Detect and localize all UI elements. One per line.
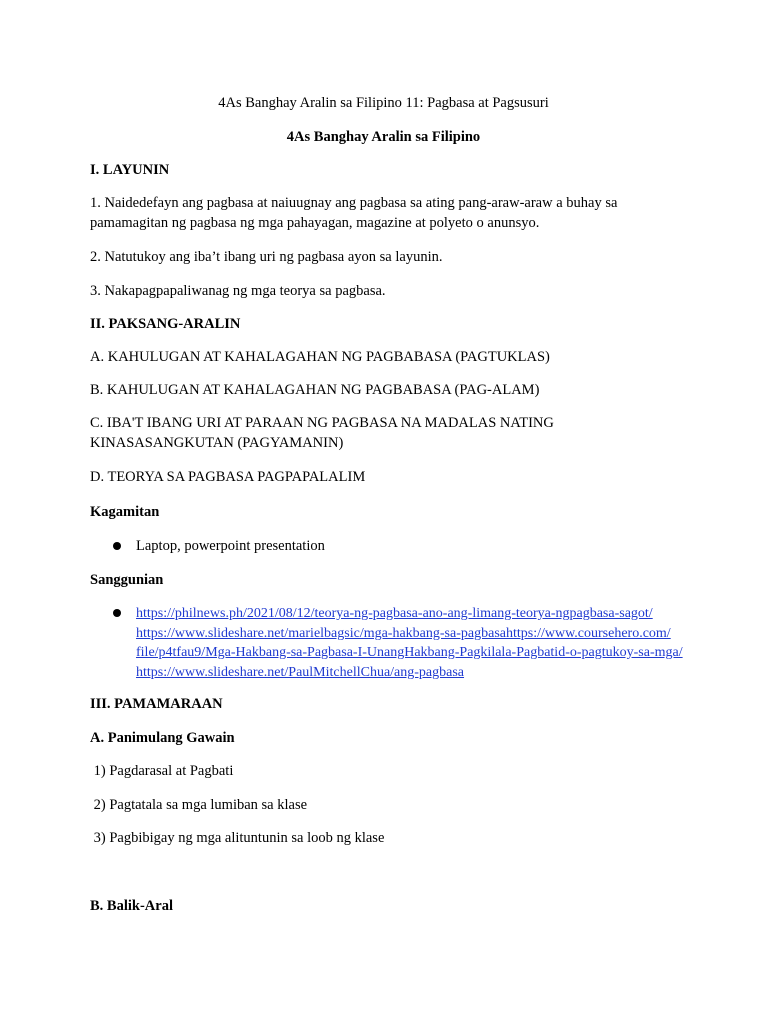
paksang-aralin-item-a: A. KAHULUGAN AT KAHALAGAHAN NG PAGBABASA (PAGTUKLAS)	[90, 349, 550, 365]
kagamitan-item: Laptop, powerpoint presentation	[136, 538, 325, 554]
paksang-aralin-item-d: D. TEORYA SA PAGBASA PAGPAPALALIM	[90, 469, 366, 485]
paksang-aralin-item-c-line-2: KINASASANGKUTAN (PAGYAMANIN)	[90, 435, 344, 451]
paksang-aralin-item-b: B. KAHULUGAN AT KAHALAGAHAN NG PAGBABASA (PAG-ALAM)	[90, 382, 540, 398]
panimulang-step-3: 3) Pagbibigay ng mga alituntunin sa loob ng klase	[90, 830, 385, 846]
heading-paksang-aralin: II. PAKSANG-ARALIN	[90, 316, 241, 332]
panimulang-step-2: 2) Pagtatala sa mga lumiban sa klase	[90, 797, 308, 813]
document-subtitle: 4As Banghay Aralin sa Filipino	[286, 129, 481, 145]
heading-sanggunian: Sanggunian	[90, 572, 164, 588]
heading-pamamaraan: III. PAMAMARAAN	[90, 696, 223, 712]
bullet-icon	[113, 542, 121, 550]
heading-panimulang-gawain: A. Panimulang Gawain	[90, 730, 235, 746]
sanggunian-link-3[interactable]: file/p4tfau9/Mga-Hakbang-sa-Pagbasa-I-UnangHakbang-Pagkilala-Pagbatid-o-pagtukoy-sa-mga/	[136, 645, 683, 660]
heading-layunin: I. LAYUNIN	[90, 162, 170, 178]
panimulang-step-1: 1) Pagdarasal at Pagbati	[90, 763, 234, 779]
layunin-item-1-line-2: pamamagitan ng pagbasa ng mga pahayagan, magazine at polyeto o anunsyo.	[90, 215, 540, 231]
layunin-item-1-line-1: 1. Naidedefayn ang pagbasa at naiuugnay ang pagbasa sa ating pang-araw-araw a buhay sa	[90, 195, 618, 211]
paksang-aralin-item-c-line-1: C. IBA'T IBANG URI AT PARAAN NG PAGBASA NA MADALAS NATING	[90, 415, 554, 431]
layunin-item-2: 2. Natutukoy ang iba’t ibang uri ng pagbasa ayon sa layunin.	[90, 249, 443, 265]
sanggunian-link-2[interactable]: https://www.slideshare.net/marielbagsic/mga-hakbang-sa-pagbasahttps://www.coursehero.com/	[136, 626, 671, 641]
sanggunian-link-4[interactable]: https://www.slideshare.net/PaulMitchellChua/ang-pagbasa	[136, 665, 465, 680]
document-title: 4As Banghay Aralin sa Filipino 11: Pagbasa at Pagsusuri	[218, 95, 549, 111]
layunin-item-3: 3. Nakapagpapaliwanag ng mga teorya sa pagbasa.	[90, 283, 386, 299]
sanggunian-link-1[interactable]: https://philnews.ph/2021/08/12/teorya-ng-pagbasa-ano-ang-limang-teorya-ngpagbasa-sagot/	[136, 606, 653, 621]
heading-kagamitan: Kagamitan	[90, 504, 160, 520]
heading-balik-aral: B. Balik-Aral	[90, 898, 173, 914]
bullet-icon	[113, 609, 121, 617]
